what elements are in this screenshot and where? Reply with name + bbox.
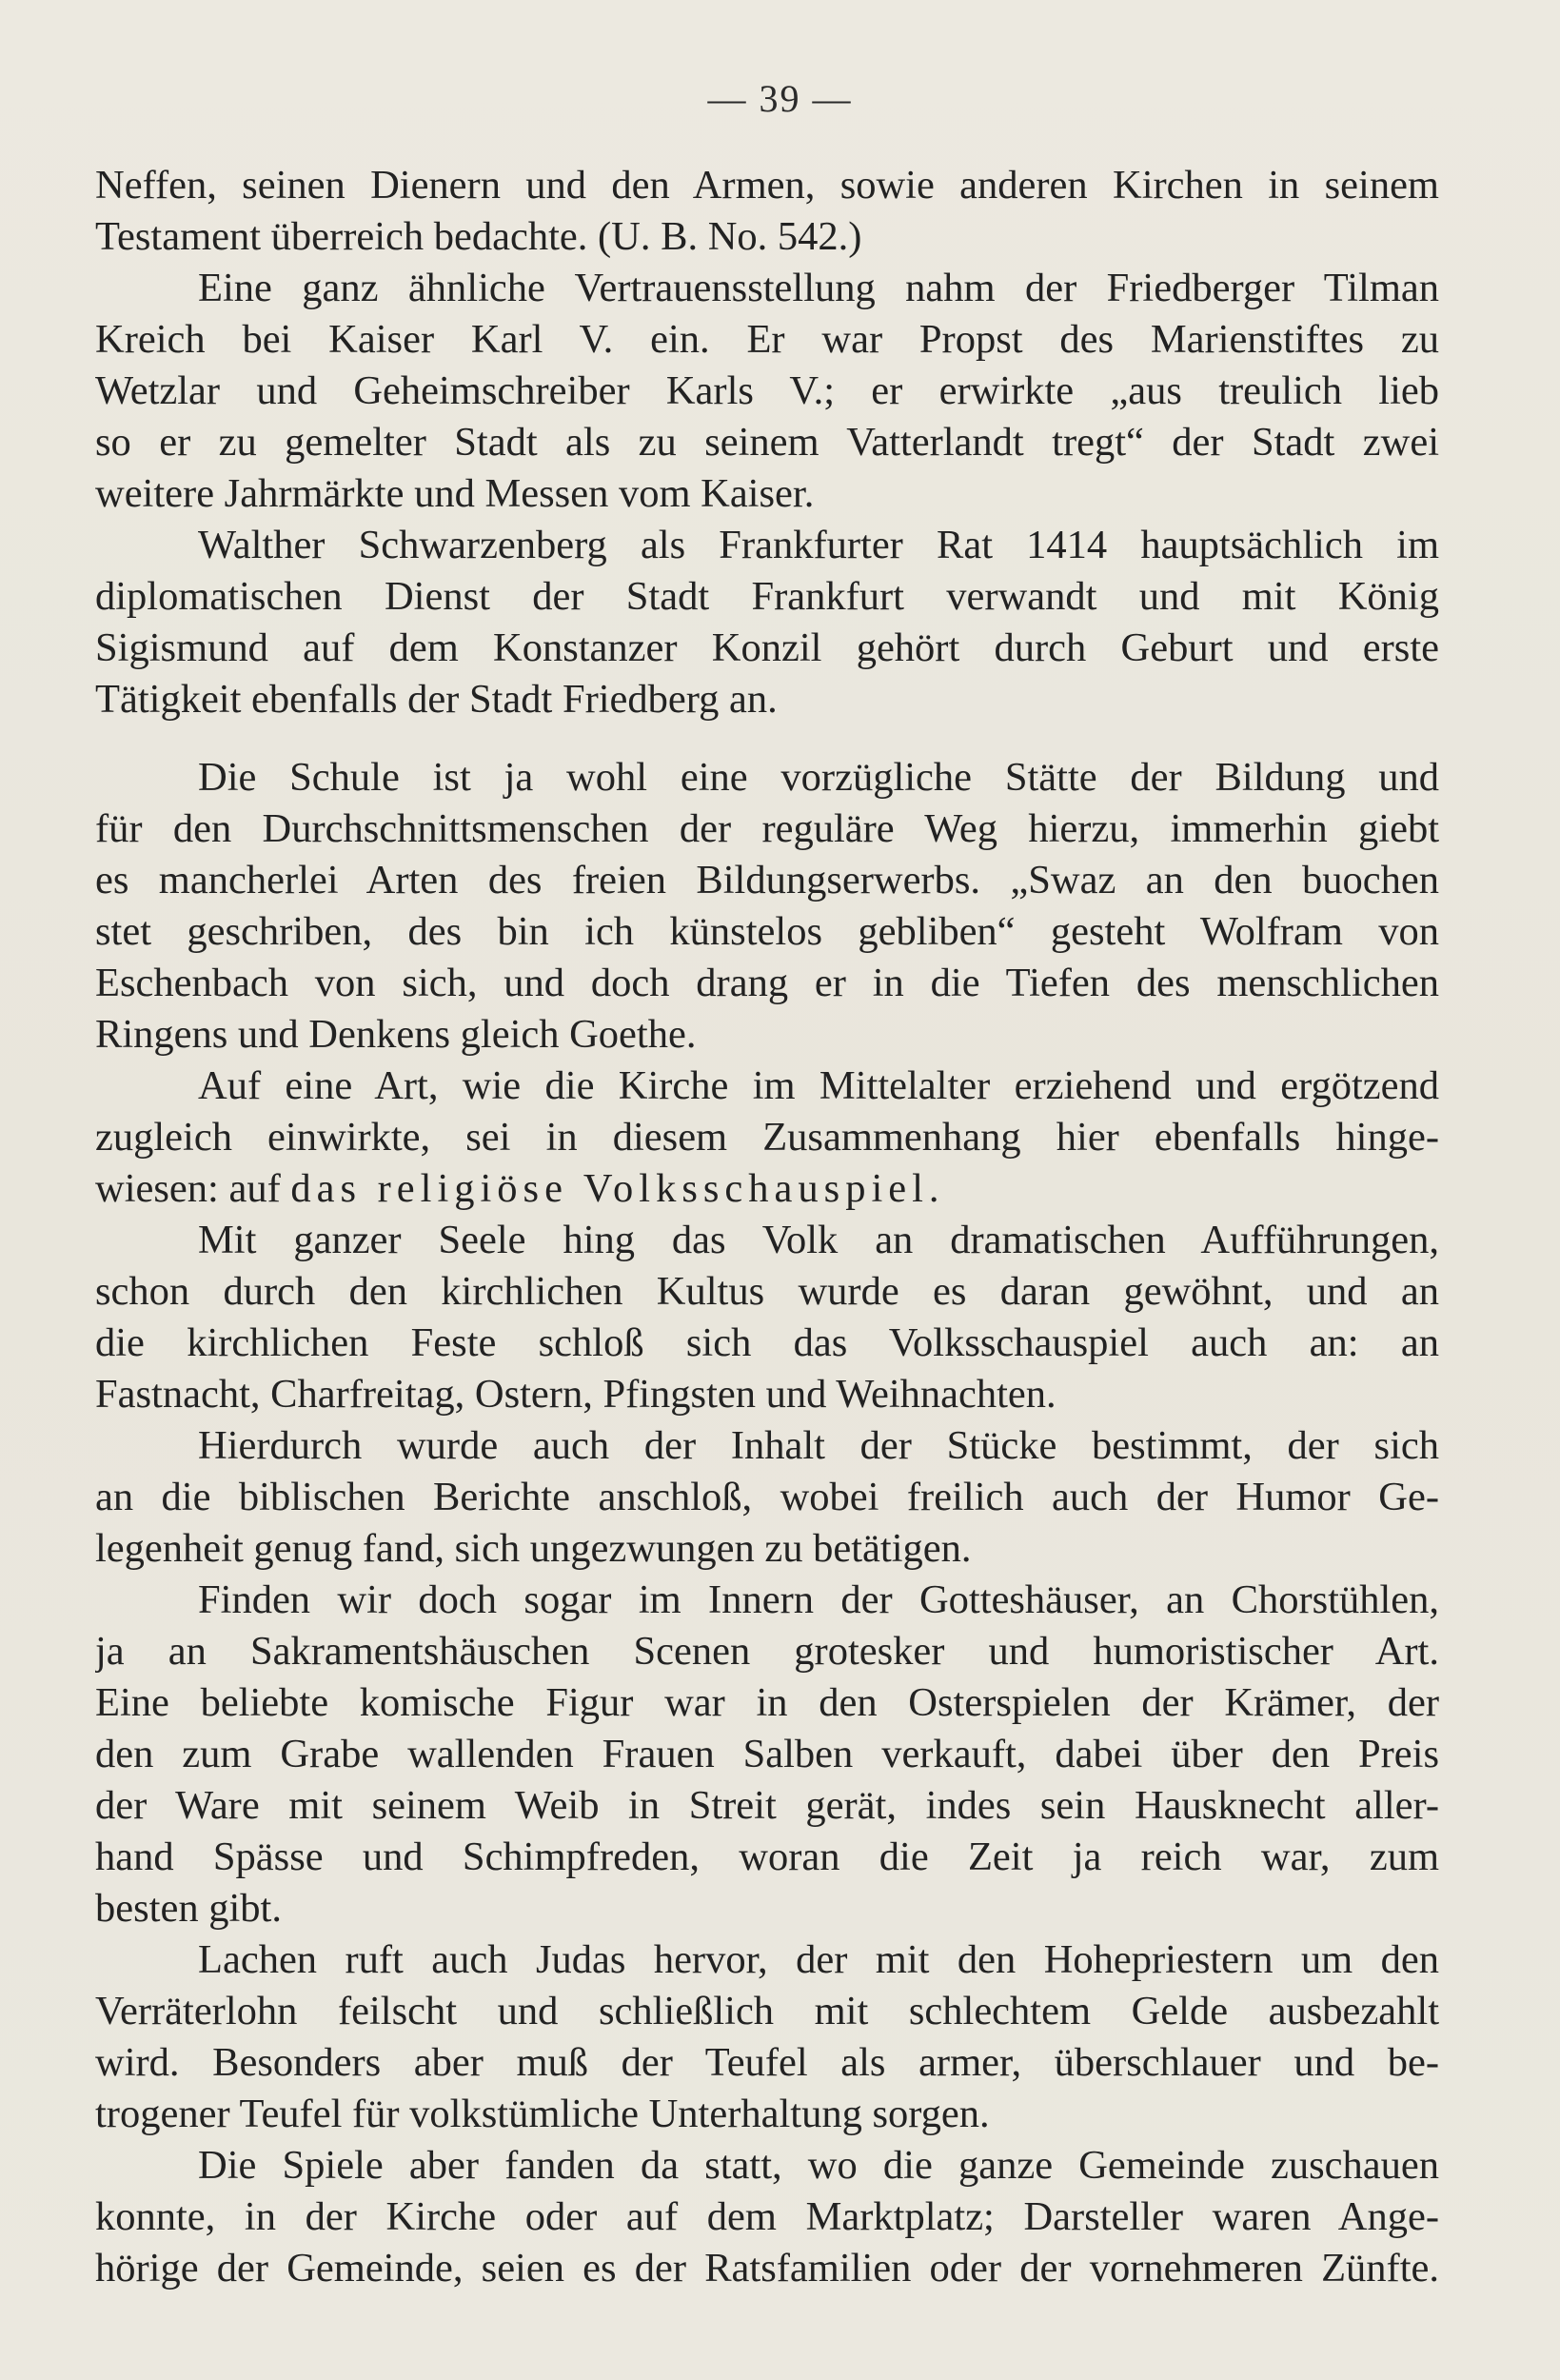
text-line: Auf eine Art, wie die Kirche im Mittelalter erziehend und ergötzend (198, 1063, 1439, 1108)
text-line: Fastnacht, Charfreitag, Ostern, Pfingsten und Weihnachten. (95, 1372, 1056, 1417)
text-line: Die Schule ist ja wohl eine vorzügliche Stätte der Bildung und (198, 755, 1439, 800)
text-line: diplomatischen Dienst der Stadt Frankfurt verwandt und mit König (95, 574, 1439, 619)
text-line: Ringens und Denkens gleich Goethe. (95, 1012, 697, 1057)
paragraph (95, 752, 1439, 1061)
text-line: Testament überreich bedachte. (U. B. No. 542.) (95, 214, 862, 259)
text-line: Eine ganz ähnliche Vertrauensstellung nahm der Friedberger Tilman (198, 266, 1439, 310)
text-fragment: wiesen: auf (95, 1166, 291, 1211)
paragraph (95, 1934, 1439, 2140)
text-line: so er zu gemelter Stadt als zu seinem Vatterlandt tregt“ der Stadt zwei (95, 420, 1439, 465)
paragraph (95, 263, 1439, 520)
text-line: den zum Grabe wallenden Frauen Salben verkauft, dabei über den Preis (95, 1732, 1439, 1776)
paragraph (95, 520, 1439, 725)
text-line: für den Durchschnittsmenschen der reguläre Weg hierzu, immerhin giebt (95, 806, 1439, 851)
text-line: der Ware mit seinem Weib in Streit gerät, indes sein Hausknecht aller- (95, 1783, 1439, 1828)
text-line: zugleich einwirkte, sei in diesem Zusammenhang hier ebenfalls hinge- (95, 1115, 1439, 1160)
text-line: Lachen ruft auch Judas hervor, der mit den Hohepriestern um den (198, 1937, 1439, 1982)
text-line: Eine beliebte komische Figur war in den Osterspielen der Krämer, der (95, 1680, 1439, 1725)
text-line: legenheit genug fand, sich ungezwungen zu betätigen. (95, 1526, 972, 1571)
text-line: Verräterlohn feilscht und schließlich mit schlechtem Gelde ausbezahlt (95, 1989, 1439, 2033)
text-line: Mit ganzer Seele hing das Volk an dramatischen Aufführungen, (198, 1218, 1439, 1262)
text-line: konnte, in der Kirche oder auf dem Marktplatz; Darsteller waren Ange- (95, 2194, 1439, 2239)
paragraph (95, 1061, 1439, 1215)
page-number: — 39 — (707, 77, 853, 120)
text-line: ja an Sakramentshäuschen Scenen grotesker und humoristischer Art. (95, 1629, 1439, 1674)
text-line: an die biblischen Berichte anschloß, wobei freilich auch der Humor Ge- (95, 1475, 1439, 1519)
text-line: Tätigkeit ebenfalls der Stadt Friedberg an. (95, 677, 778, 722)
text-line: Sigismund auf dem Konstanzer Konzil gehört durch Geburt und erste (95, 625, 1439, 670)
text-line: Wetzlar und Geheimschreiber Karls V.; er erwirkte „aus treulich lieb (95, 368, 1439, 413)
text-line: Finden wir doch sogar im Innern der Gotteshäuser, an Chorstühlen, (198, 1577, 1439, 1622)
text-line: besten gibt. (95, 1886, 282, 1931)
paragraph (95, 2140, 1439, 2294)
text-fragment: . (928, 1166, 939, 1211)
text-line: Die Spiele aber fanden da statt, wo die ganze Gemeinde zuschauen (198, 2143, 1439, 2188)
spaced-emphasis-text: das religiöse Volksschauspiel (290, 1166, 929, 1211)
text-line: Walther Schwarzenberg als Frankfurter Rat 1414 hauptsächlich im (198, 523, 1439, 567)
paragraph (95, 1215, 1439, 1420)
section-gap (95, 725, 1439, 752)
text-line: hand Spässe und Schimpfreden, woran die Zeit ja reich war, zum (95, 1835, 1439, 1879)
text-line: wird. Besonders aber muß der Teufel als armer, überschlauer und be- (95, 2040, 1439, 2085)
paragraph (95, 1420, 1439, 1575)
body-text (95, 160, 1439, 2294)
text-line: weitere Jahrmärkte und Messen vom Kaiser. (95, 471, 815, 516)
text-line: schon durch den kirchlichen Kultus wurde es daran gewöhnt, und an (95, 1269, 1439, 1314)
paragraph (95, 160, 1439, 263)
paragraph (95, 1575, 1439, 1934)
text-line: Eschenbach von sich, und doch drang er in die Tiefen des menschlichen (95, 961, 1439, 1005)
text-line: Kreich bei Kaiser Karl V. ein. Er war Propst des Marienstiftes zu (95, 317, 1439, 362)
text-line: trogener Teufel für volkstümliche Unterhaltung sorgen. (95, 2092, 990, 2136)
text-line: es mancherlei Arten des freien Bildungserwerbs. „Swaz an den buochen (95, 858, 1439, 902)
text-line: stet geschriben, des bin ich künstelos gebliben“ gesteht Wolfram von (95, 909, 1439, 954)
text-line (95, 1163, 1439, 1215)
text-line: Neffen, seinen Dienern und den Armen, sowie anderen Kirchen in seinem (95, 163, 1439, 208)
text-line: Hierdurch wurde auch der Inhalt der Stücke bestimmt, der sich (198, 1423, 1439, 1468)
text-line: die kirchlichen Feste schloß sich das Volksschauspiel auch an: an (95, 1320, 1439, 1365)
text-line: hörige der Gemeinde, seien es der Ratsfamilien oder der vornehmeren Zünfte. (95, 2246, 1439, 2291)
